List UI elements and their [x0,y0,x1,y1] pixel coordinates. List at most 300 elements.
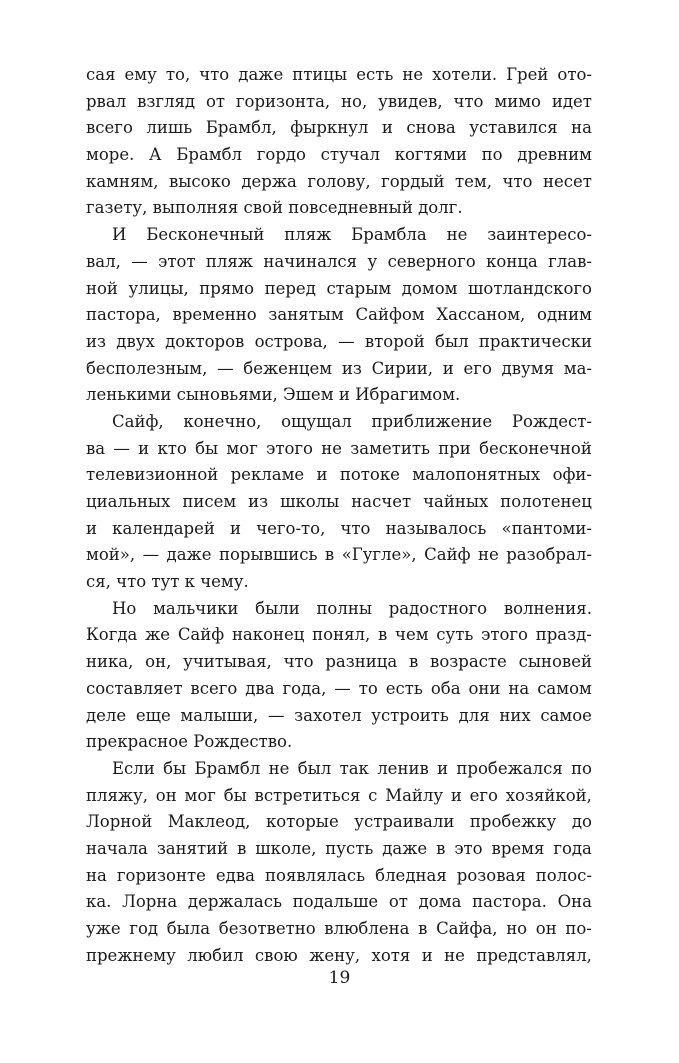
text-line [86,916,592,943]
word: А [149,145,162,165]
word: ему [124,65,157,84]
word: был [435,331,469,351]
word: малыши, [180,705,259,725]
word: что [116,572,147,592]
word: до [571,812,592,832]
word: выполняя [152,198,239,218]
word: не [444,945,465,965]
word: самом [537,678,592,698]
word: Сирии, [371,358,434,378]
word: Когда [86,625,138,645]
word: дома [418,892,462,912]
word: идет [551,91,592,111]
word: домом [401,278,458,298]
word: оба [430,678,461,698]
word: несет [543,171,592,191]
text-line [86,249,592,276]
text-line [86,622,592,649]
word: — [142,545,160,565]
word: уже [86,919,121,938]
word: возрасте [430,652,507,672]
word: начинался [263,251,358,271]
word: по [481,145,503,165]
text-line [86,489,592,516]
word: но, [341,91,368,111]
word: — [338,331,355,351]
word: Рождест- [511,411,592,431]
word: пляж [284,225,332,245]
word: любил [187,945,244,965]
word: есть [356,65,394,84]
word: из [86,331,106,351]
word: не [446,225,468,245]
word: малопонятных [412,465,541,485]
word: жену, [309,945,361,965]
word: порывшись [218,545,318,565]
word: что [283,652,314,672]
word: что [502,171,533,191]
word: и [230,518,242,538]
word: занятым [268,305,344,325]
word: не [321,438,343,458]
word: потоке [339,465,400,485]
word: беженцем [243,358,333,378]
word: ся, [86,572,111,592]
word: и [442,358,454,378]
word: хотели. [432,65,498,84]
word: что [340,518,371,538]
word: Брамбл [176,145,243,165]
word: пробежку [469,812,557,832]
word: горизонта, [235,91,331,111]
word: и [138,438,150,458]
word: Она [557,892,592,912]
word: офи- [552,465,592,485]
word: приближение [371,411,493,431]
word: что [199,65,230,84]
text-line [86,676,592,703]
word: устраивали [354,812,455,832]
word: радостного [388,598,488,618]
text-line [86,649,592,676]
word: на [86,865,107,885]
word: есть [385,678,423,698]
word: стучал [320,145,380,165]
word: и [381,118,393,138]
word: докторов [165,331,245,351]
word: влюблена [324,919,410,938]
word: его [469,785,498,805]
word: снова [406,118,456,138]
word: самое [540,705,592,725]
word: он [155,785,177,805]
text-line [86,756,592,783]
word: на [508,678,530,698]
word: бледная [375,865,447,885]
word: пусть [325,838,374,858]
word: горизонте [116,865,206,885]
word: когтями [394,145,467,165]
word: в [377,625,388,645]
word: не [477,545,499,565]
word: телевизионной [86,465,219,485]
word: заметить [350,438,430,458]
word: долг. [418,198,463,218]
word: чему. [200,572,249,592]
word: чем [395,625,429,645]
word: Эшем [282,385,334,405]
word: еще [135,705,171,725]
word: «пантоми- [501,518,592,538]
page-number: 19 [328,968,351,988]
word: даже [166,545,212,565]
text-line [86,195,592,222]
word: из [341,358,362,378]
word: полос- [535,865,592,885]
text-line [86,329,592,356]
word: и [421,945,433,965]
word: северного [387,251,476,271]
text-line [86,276,592,303]
word: временно [172,305,257,325]
word: он, [145,652,172,672]
word: едва [215,865,255,885]
word: ленькими [86,385,172,405]
word: высоко [168,171,231,191]
word: с [368,785,378,805]
text-line [86,62,592,89]
word: бы [195,438,219,458]
text-line [86,943,592,970]
word: по [571,758,592,778]
word: всего [190,678,238,698]
word: года [553,838,592,858]
word: держалась [187,892,282,912]
text-line [86,356,592,383]
word: они [468,678,501,698]
text-line [86,222,592,249]
word: в [324,545,335,565]
word: были [255,598,300,618]
word: сыновьями, [176,385,278,405]
word: Если [112,758,155,778]
word: начала [86,838,148,858]
word: не [402,65,424,84]
word: ка. [86,892,112,912]
word: шотландского [468,278,592,298]
word: понял, [312,625,371,645]
word: взгляд [137,91,196,111]
word: в [408,652,419,672]
text-line [86,863,592,890]
text-line [86,836,592,863]
word: Но [112,598,137,618]
word: что [453,91,484,111]
word: же [145,625,171,645]
word: Брамбла [351,225,427,245]
text-line [86,809,592,836]
word: год [129,919,159,938]
word: конца [486,251,538,271]
word: рекламе [230,465,305,485]
word: — [334,678,351,698]
word: газету, [86,198,148,218]
word: захотел [294,705,362,725]
word: глав- [548,251,592,271]
word: бесконечной [479,438,592,458]
word: ма- [563,358,592,378]
word: он [535,919,557,938]
word: море. [86,145,135,165]
word: была [166,919,211,938]
word: ленив [377,758,429,778]
word: пляжу, [86,785,149,805]
word: перед [264,278,316,298]
body-text [86,62,592,969]
word: и [338,385,350,405]
word: суть [436,625,474,645]
word: полотенец [500,492,592,511]
text-line [86,729,592,756]
word: камням, [86,171,159,191]
word: разобрал- [506,545,592,565]
word: сая [86,65,116,84]
word: этот [158,251,196,271]
word: мог [226,438,258,458]
word: на [571,118,592,138]
word: двумя [501,358,555,378]
word: по- [565,919,592,938]
word: Лорной [86,812,153,832]
word: всего [86,118,133,138]
word: встретиться [254,785,361,805]
text-line [86,462,592,489]
text-line [86,569,592,596]
word: два [245,678,275,698]
word: голову, [307,171,371,191]
word: прежнему [86,945,176,965]
text-line [86,89,592,116]
word: ника, [86,652,134,672]
word: свой [243,198,283,218]
text-line [86,703,592,730]
word: разница [325,652,398,672]
text-line [86,382,592,409]
word: и [437,758,449,778]
word: держа [241,171,297,191]
word: и [316,465,328,485]
word: ва [86,438,106,458]
word: к [184,572,195,592]
word: составляет [86,678,183,698]
word: улицы, [128,278,189,298]
word: Ибрагимом. [355,385,461,405]
word: называлось [385,518,487,538]
text-line [86,115,592,142]
word: то, [165,65,191,84]
word: розовая [456,865,526,885]
word: для [458,705,490,725]
word: пастора. [472,892,547,912]
word: года, [282,678,327,698]
word: пробежался [456,758,563,778]
word: циальных [86,492,171,511]
word: практически [478,331,592,351]
word: и [86,518,97,538]
text-line [86,409,592,436]
word: ото- [557,65,592,84]
word: школы [280,492,340,511]
word: от [388,892,408,912]
word: хозяйкой, [505,785,592,805]
word: птицы [292,65,348,84]
word: гордый [381,171,445,191]
word: бы [223,785,247,805]
word: Хассаном, [436,305,526,325]
word: — [131,251,148,271]
word: вал, [86,251,121,271]
word: занятий [156,838,229,858]
word: чего-то, [256,518,326,538]
word: Брамбл [194,758,261,778]
word: — [113,438,130,458]
word: мальчики [153,598,239,618]
word: — [267,705,285,725]
word: Брамбл, [205,118,277,138]
word: школе, [255,838,317,858]
word: прямо [199,278,255,298]
text-line [86,783,592,810]
word: время [491,838,545,858]
text-line [86,169,592,196]
word: устроить [371,705,449,725]
word: его [463,358,492,378]
word: Лорна [122,892,178,912]
word: этого [266,438,313,458]
word: Грей [506,65,549,84]
word: которые [265,812,339,832]
word: насчет [351,492,412,511]
text-line [86,542,592,569]
word: Сайфа, [436,919,498,938]
word: этого [481,625,528,645]
word: мог [184,785,216,805]
word: Маклеод, [167,812,251,832]
word: рвал [86,91,127,111]
word: деле [86,705,127,725]
word: древним [517,145,592,165]
word: сыновей [518,652,592,672]
word: тем, [455,171,493,191]
word: полны [316,598,372,618]
word: подальше [292,892,379,912]
word: при [438,438,471,458]
text-line [86,516,592,543]
word: Сайф [177,625,225,645]
word: мой», [86,545,136,565]
word: — [217,358,234,378]
word: это [454,838,483,858]
word: уставился [469,118,558,138]
word: так [339,758,369,778]
word: в [436,838,446,858]
word: безответно [218,919,316,938]
text-line [86,302,592,329]
word: прекрасное [86,732,188,752]
word: из [248,492,269,511]
word: ной [86,278,118,298]
text-line [86,889,592,916]
word: конечно, [183,411,262,431]
word: бесполезным, [86,358,208,378]
word: повседневный [288,198,413,218]
word: представлял, [476,945,592,965]
word: Бесконечный [146,225,265,245]
word: в [237,838,247,858]
word: них [499,705,531,725]
word: заинтересо- [487,225,592,245]
word: лишь [146,118,193,138]
word: второй [364,331,425,351]
word: не [268,758,290,778]
word: бы [163,758,187,778]
word: старым [326,278,392,298]
text-line [86,436,592,463]
word: в [418,919,428,938]
word: пляж [205,251,253,271]
word: увидев, [378,91,443,111]
word: наконец [231,625,305,645]
word: Сайф, [112,411,164,431]
word: учитывая, [183,652,272,672]
word: чайных [423,492,489,511]
word: Сайф [424,545,471,565]
word: фыркнул [290,118,369,138]
word: острова, [254,331,328,351]
word: и [450,785,462,805]
word: Майлу [385,785,444,805]
word: но [506,919,528,938]
word: двух [116,331,155,351]
word: у [367,251,378,271]
word: даже [238,65,284,84]
word: Сайфом [355,305,425,325]
word: одним [537,305,592,325]
word: «Гугле», [341,545,417,565]
word: свою [254,945,298,965]
word: календарей [112,518,215,538]
word: от [205,91,225,111]
word: кто [157,438,187,458]
word: писем [182,492,237,511]
word: пастора, [86,305,161,325]
word: появлялась [265,865,366,885]
word: мимо [494,91,541,111]
word: хотя [371,945,411,965]
word: Рождество. [193,732,293,752]
word: И [112,225,127,245]
text-line [86,142,592,169]
word: празд- [535,625,592,645]
word: тут [151,572,180,592]
word: гордо [256,145,306,165]
word: даже [382,838,428,858]
word: ощущал [281,411,352,431]
word: волнения. [503,598,592,618]
word: был [297,758,332,778]
text-line [86,596,592,623]
word: то [358,678,378,698]
